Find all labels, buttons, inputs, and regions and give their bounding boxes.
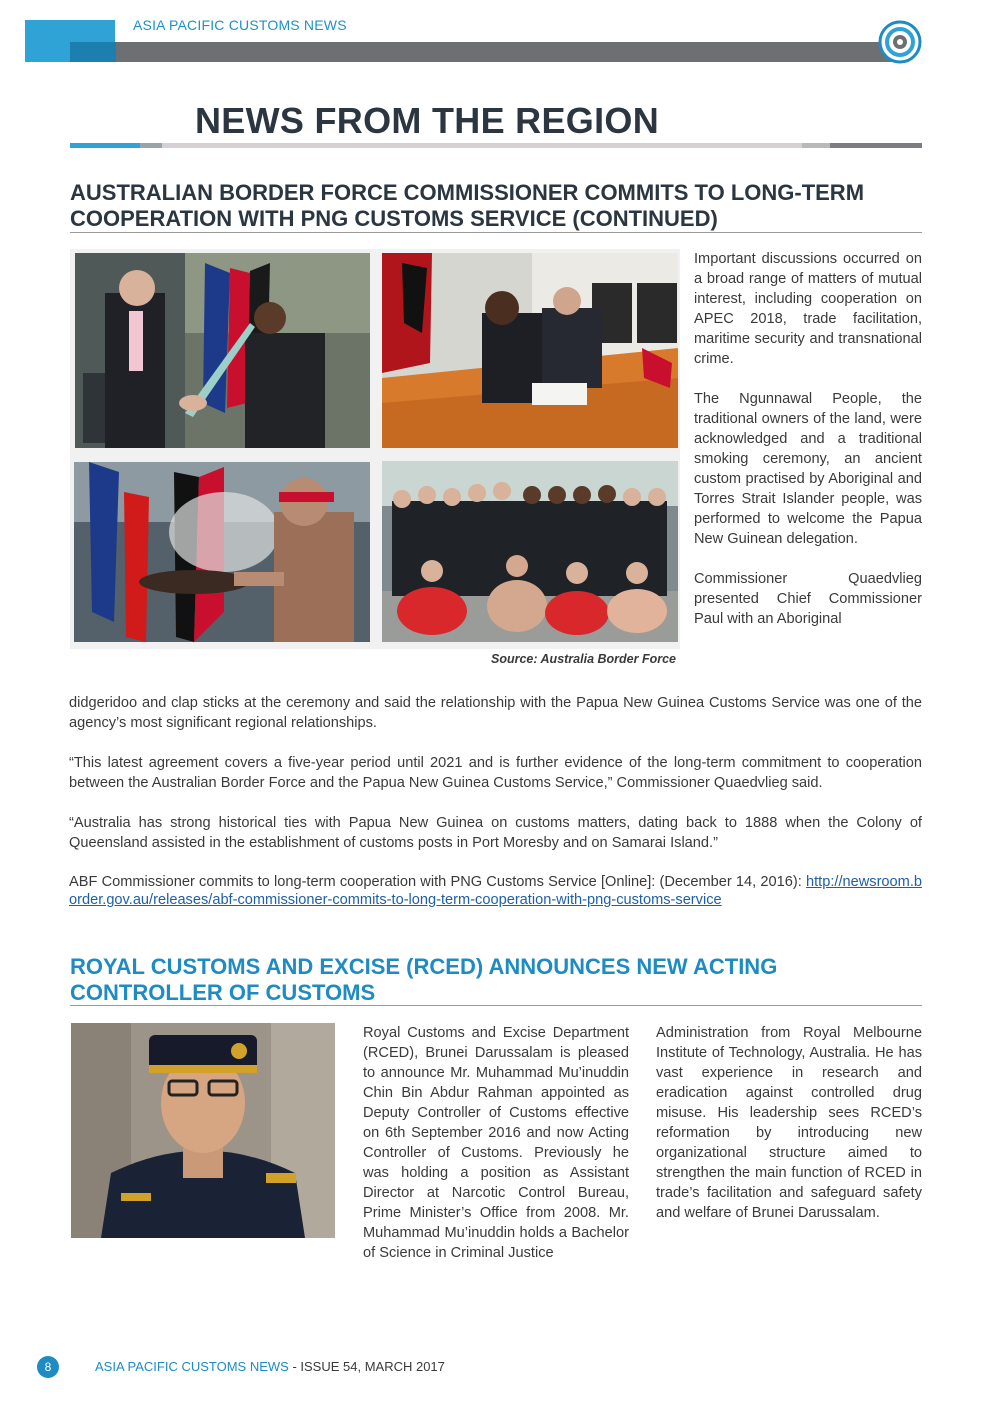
- footer-issue: - ISSUE 54, MARCH 2017: [288, 1359, 445, 1374]
- photo-handshake: [75, 253, 370, 448]
- article1-paragraph: “This latest agreement covers a five-year period until 2021 and is further evidence of the long-term commitment to cooperation between the Australian Border Force and the Papua New Guinea Customs Service,” Commissioner Quaedvlieg said.: [69, 755, 922, 791]
- footer-publication: [95, 1359, 445, 1374]
- header-accent-block-dark: [70, 42, 116, 62]
- section-title: NEWS FROM THE REGION: [195, 100, 659, 141]
- photo-group: [382, 461, 678, 642]
- article1-side-paragraph: The Ngunnawal People, the traditional owners of the land, were acknowledged and a traditional smoking ceremony, an ancient custom practised by Aboriginal and Torres Strait Islander people, was performed to welcome the Papua New Guinean delegation.: [694, 391, 922, 547]
- page-number: 8: [37, 1356, 59, 1378]
- article1-full-width-text: [69, 693, 922, 929]
- reference-link[interactable]: http://newsroom.border.gov.au/releases/abf-commissioner-commits-to-long-term-cooperation-with-png-customs-service: [69, 874, 922, 908]
- article1-heading: AUSTRALIAN BORDER FORCE COMMISSIONER COMMITS TO LONG-TERM COOPERATION WITH PNG CUSTOMS SERVICE (CONTINUED): [70, 180, 865, 231]
- photo-caption: Source: Australia Border Force: [490, 652, 676, 666]
- section-title-rule: [70, 143, 922, 148]
- photo-portrait: [71, 1023, 335, 1238]
- article1-paragraph: didgeridoo and clap sticks at the ceremony and said the relationship with the Papua New Guinea Customs Service was one of the agency’s most significant regional relationships.: [69, 695, 922, 731]
- article1-side-paragraph: Commissioner Quaedvlieg presented Chief Commissioner Paul with an Aboriginal: [694, 571, 922, 627]
- article2-heading-rule: [70, 1005, 922, 1006]
- article1-reference: [69, 873, 922, 909]
- article1-side-paragraph: Important discussions occurred on a broad range of matters of mutual interest, including cooperation on APEC 2018, trade facilitation, maritime security and transnational crime.: [694, 251, 922, 367]
- reference-text: ABF Commissioner commits to long-term cooperation with PNG Customs Service [Online]: (December 14, 2016):: [69, 874, 806, 890]
- customs-logo-icon: [878, 20, 922, 64]
- photo-signing: [382, 253, 678, 448]
- article2-column-1: Royal Customs and Excise Department (RCED), Brunei Darussalam is pleased to announce Mr. Muhammad Mu’inuddin Chin Bin Abdur Rahman appointed as Deputy Controller of Customs effective on 6th September 2016 and now Acting Controller of Customs. Previously he was holding a position as Assistant Director at Narcotic Control Bureau, Prime Minister’s Office from 2008. Mr. Muhammad Mu’inuddin holds a Bachelor of Science in Criminal Justice: [363, 1025, 629, 1261]
- article2-column-2: Administration from Royal Melbourne Institute of Technology, Australia. He has vast experience in research and eradication against controlled drug misuse. His leadership sees RCED’s reformation by introducing new organizational structure aimed to strengthen the main function of RCED in trade’s facilitation and safeguard safety and welfare of Brunei Darussalam.: [656, 1025, 922, 1221]
- header-bar: [116, 42, 896, 62]
- article1-heading-rule: [70, 232, 922, 233]
- footer-title: ASIA PACIFIC CUSTOMS NEWS: [95, 1359, 289, 1374]
- photo-smoking-ceremony: [74, 462, 370, 642]
- article1-side-column: [694, 249, 922, 649]
- article2-heading: ROYAL CUSTOMS AND EXCISE (RCED) ANNOUNCES NEW ACTING CONTROLLER OF CUSTOMS: [70, 954, 778, 1005]
- header-publication-title: ASIA PACIFIC CUSTOMS NEWS: [133, 17, 347, 33]
- article1-paragraph: “Australia has strong historical ties with Papua New Guinea on customs matters, dating back to 1888 when the Colony of Queensland assisted in the establishment of customs posts in Port Moresby and on Samarai Island.”: [69, 815, 922, 851]
